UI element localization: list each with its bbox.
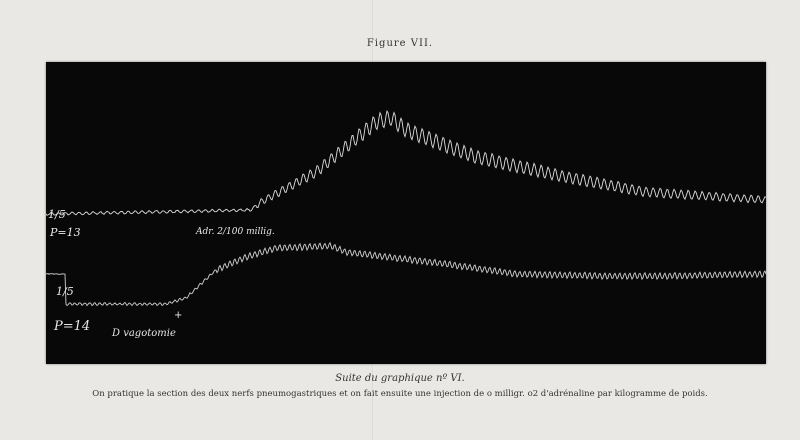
- caption-title: Suite du graphique nº VI.: [335, 373, 465, 384]
- lower-trace: [46, 243, 766, 306]
- kymograph-traces: [46, 62, 766, 364]
- lower-trace-mark: 1/5: [56, 285, 74, 298]
- event-mark: +: [174, 310, 183, 321]
- kymograph-plate: [46, 62, 766, 364]
- caption-body: On pratique la section des deux nerfs pneumogastriques et on fait ensuite une injection de o milligr. o2 d'adrénaline par kilogramme de poids.: [92, 389, 708, 399]
- upper-pressure-label: P=13: [50, 226, 81, 239]
- lower-pressure-label: P=14: [54, 319, 91, 334]
- upper-trace: [46, 111, 766, 215]
- adrenaline-annotation: Adr. 2/100 millig.: [196, 227, 275, 237]
- figure-title: Figure VII.: [366, 38, 434, 49]
- vagotomy-annotation: D vagotomie: [112, 328, 176, 339]
- upper-trace-mark: 1/5: [48, 208, 66, 221]
